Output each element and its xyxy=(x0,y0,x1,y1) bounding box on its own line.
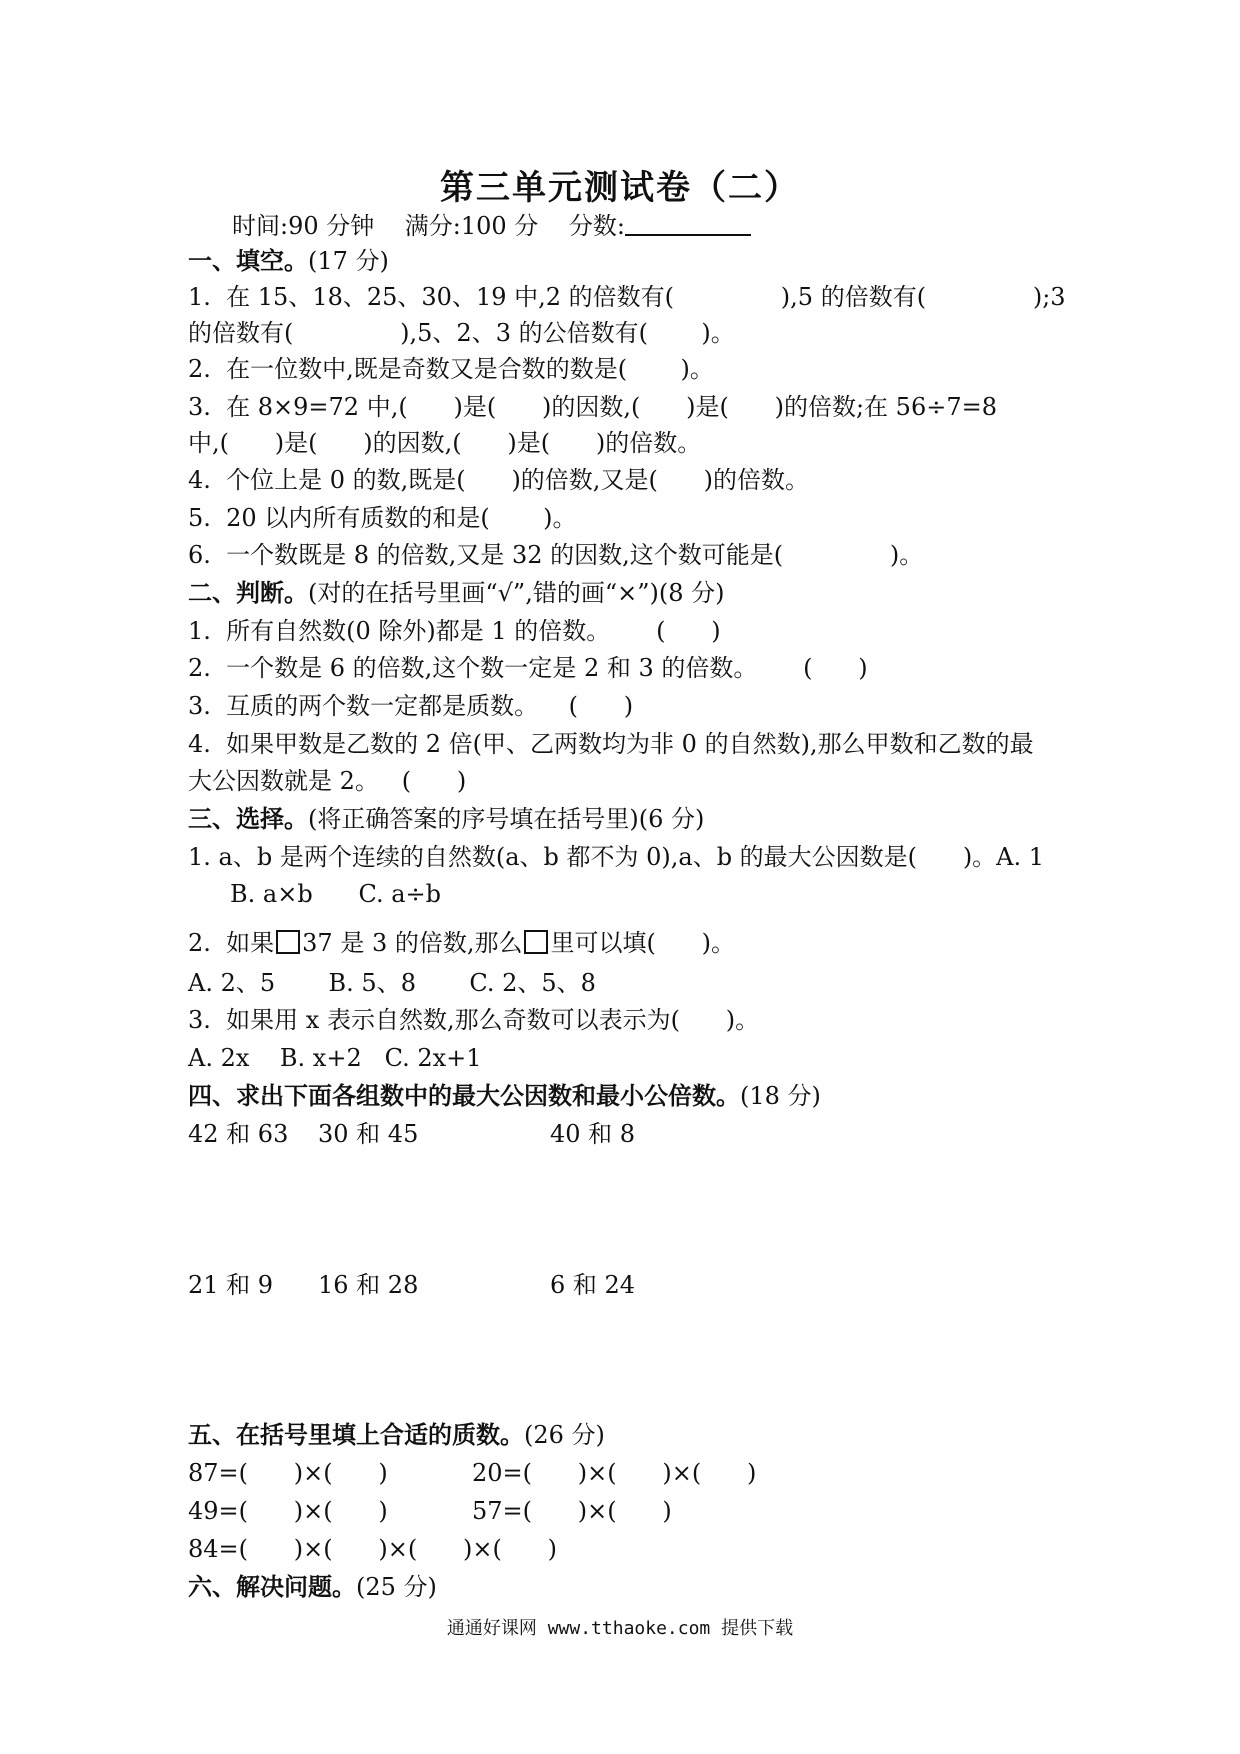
s1-q1-line1: 1. 在 15、18、25、30、19 中,2 的倍数有( ),5 的倍数有( );3 xyxy=(188,283,1066,311)
s3-q1-options: B. a×b C. a÷b xyxy=(230,880,441,908)
s4-pair: 6 和 24 xyxy=(550,1271,636,1299)
blank-box-icon xyxy=(276,930,300,954)
section-6-title: 六、解决问题。 xyxy=(188,1573,356,1601)
s4-pair: 40 和 8 xyxy=(550,1120,636,1148)
section-4-heading xyxy=(188,1081,821,1111)
s5-line3: 84=( )×( )×( )×( ) xyxy=(188,1535,557,1563)
blank-box-icon xyxy=(524,930,548,954)
s1-q6: 6. 一个数既是 8 的倍数,又是 32 的因数,这个数可能是( )。 xyxy=(188,541,924,569)
section-2-heading xyxy=(188,578,724,608)
section-5-points: (26 分) xyxy=(524,1421,605,1449)
s4-pair: 21 和 9 xyxy=(188,1271,274,1299)
s2-q2: 2. 一个数是 6 的倍数,这个数一定是 2 和 3 的倍数。 ( ) xyxy=(188,654,868,682)
exam-meta xyxy=(232,206,751,241)
s5-line1a: 87=( )×( ) xyxy=(188,1459,388,1487)
section-2-points: (对的在括号里画“√”,错的画“×”)(8 分) xyxy=(308,579,725,607)
section-3-title: 三、选择。 xyxy=(188,805,308,833)
s1-q5: 5. 20 以内所有质数的和是( )。 xyxy=(188,504,577,532)
s5-line1b: 20=( )×( )×( ) xyxy=(472,1459,757,1487)
section-2-title: 二、判断。 xyxy=(188,579,308,607)
page-title: 第三单元测试卷（二） xyxy=(440,168,800,208)
s3-q2 xyxy=(188,928,735,958)
s4-pair: 16 和 28 xyxy=(318,1271,419,1299)
s1-q1-line2: 的倍数有( ),5、2、3 的公倍数有( )。 xyxy=(188,319,735,347)
section-3-points: (将正确答案的序号填在括号里)(6 分) xyxy=(308,805,705,833)
section-6-heading xyxy=(188,1572,437,1602)
page-footer: 通通好课网 www.tthaoke.com 提供下载 xyxy=(446,1618,794,1639)
s3-q2-pre: 2. 如果 xyxy=(188,929,275,957)
full-score: 满分:100 分 xyxy=(404,212,539,240)
section-4-points: (18 分) xyxy=(740,1082,821,1110)
section-5-heading xyxy=(188,1420,605,1450)
s3-q3-options: A. 2x B. x+2 C. 2x+1 xyxy=(188,1044,482,1072)
s3-q3: 3. 如果用 x 表示自然数,那么奇数可以表示为( )。 xyxy=(188,1006,760,1034)
s3-q2-options: A. 2、5 B. 5、8 C. 2、5、8 xyxy=(188,969,596,997)
s3-q2-mid: 37 是 3 的倍数,那么 xyxy=(302,929,523,957)
time-limit: 时间:90 分钟 xyxy=(232,212,375,240)
s2-q4-line2: 大公因数就是 2。 ( ) xyxy=(188,767,467,795)
section-1-title: 一、填空。 xyxy=(188,247,308,275)
section-5-title: 五、在括号里填上合适的质数。 xyxy=(188,1421,524,1449)
s5-line2b: 57=( )×( ) xyxy=(472,1497,672,1525)
s1-q4: 4. 个位上是 0 的数,既是( )的倍数,又是( )的倍数。 xyxy=(188,466,809,494)
s1-q2: 2. 在一位数中,既是奇数又是合数的数是( )。 xyxy=(188,355,714,383)
s4-pair: 30 和 45 xyxy=(318,1120,419,1148)
section-1-points: (17 分) xyxy=(308,247,389,275)
section-3-heading xyxy=(188,804,704,834)
s1-q3-line2: 中,( )是( )的因数,( )是( )的倍数。 xyxy=(188,429,702,457)
section-6-points: (25 分) xyxy=(356,1573,437,1601)
s3-q1-line1: 1. a、b 是两个连续的自然数(a、b 都不为 0),a、b 的最大公因数是( )。A. 1 xyxy=(188,843,1045,871)
score-blank[interactable] xyxy=(625,210,751,236)
s1-q3-line1: 3. 在 8×9=72 中,( )是( )的因数,( )是( )的倍数;在 56÷7=8 xyxy=(188,393,997,421)
section-4-title: 四、求出下面各组数中的最大公因数和最小公倍数。 xyxy=(188,1082,740,1110)
s5-line2a: 49=( )×( ) xyxy=(188,1497,388,1525)
s2-q4-line1: 4. 如果甲数是乙数的 2 倍(甲、乙两数均为非 0 的自然数),那么甲数和乙数的最 xyxy=(188,730,1034,758)
section-1-heading xyxy=(188,246,389,276)
s2-q1: 1. 所有自然数(0 除外)都是 1 的倍数。 ( ) xyxy=(188,617,721,645)
s4-pair: 42 和 63 xyxy=(188,1120,289,1148)
score-label: 分数: xyxy=(568,212,625,240)
s2-q3: 3. 互质的两个数一定都是质数。 ( ) xyxy=(188,692,634,720)
s3-q2-post: 里可以填( )。 xyxy=(550,929,735,957)
